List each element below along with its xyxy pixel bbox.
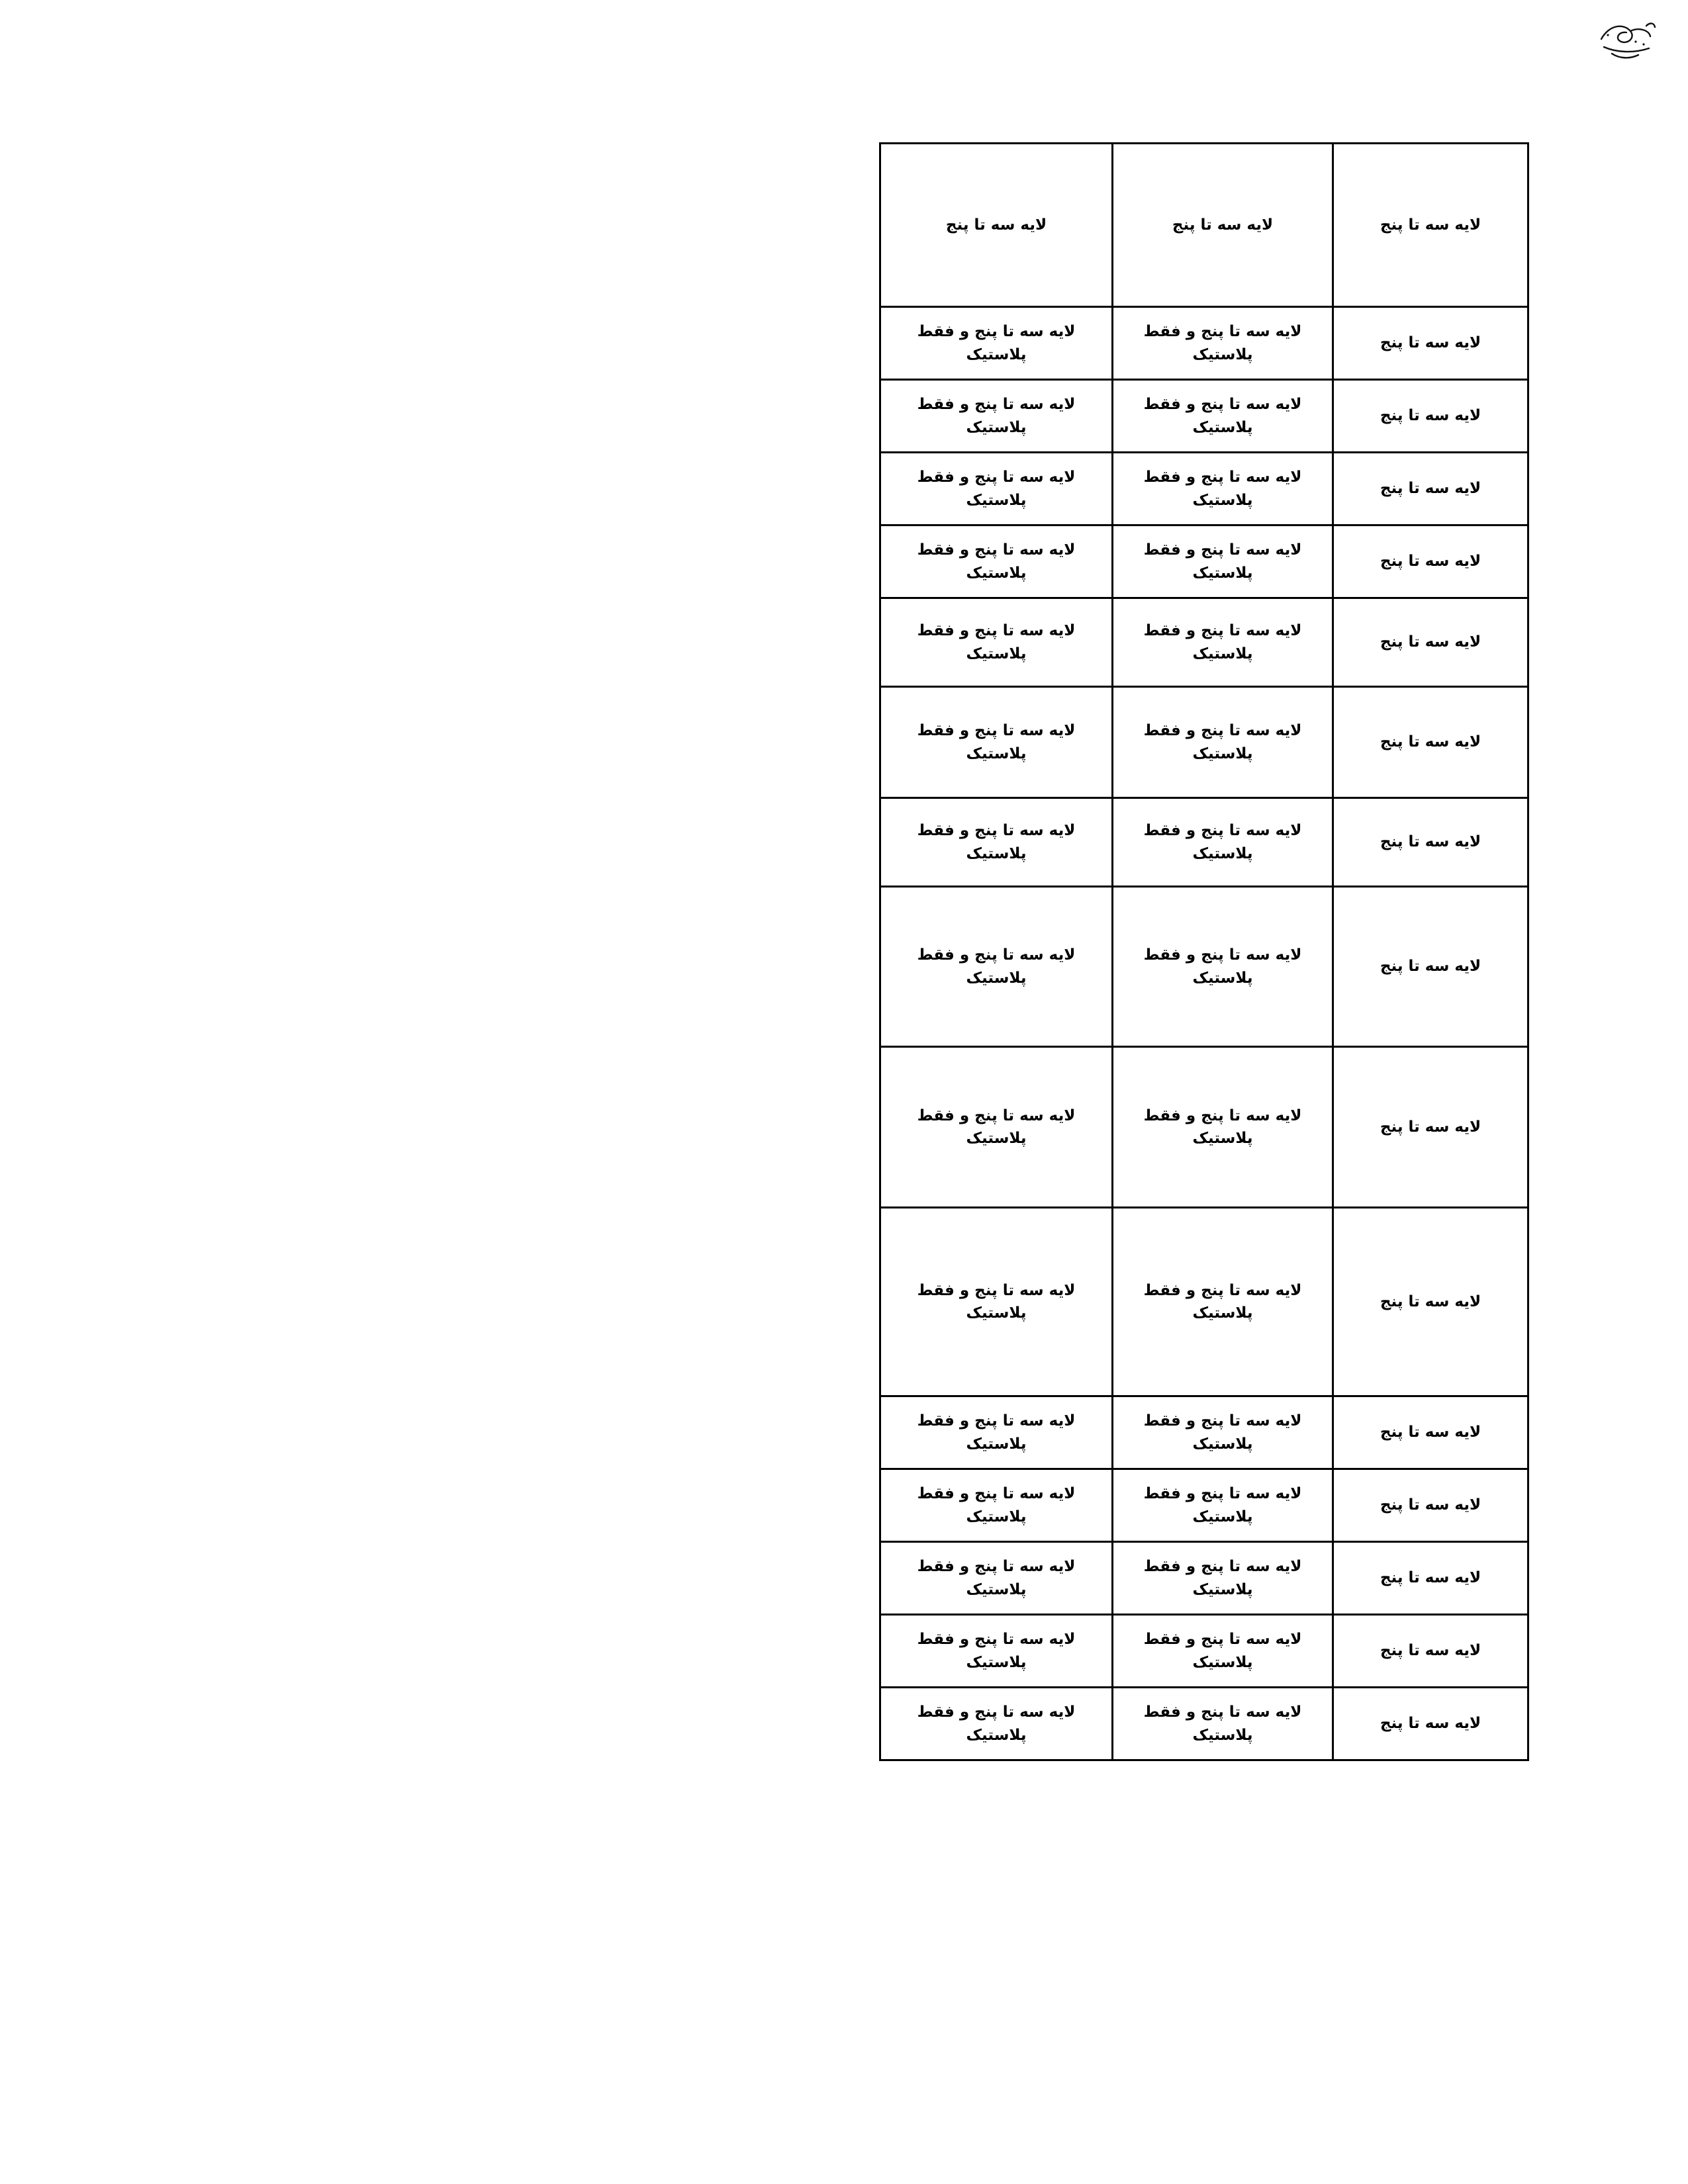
- table-cell-col2: لایه سه تا پنج و فقط پلاستیک: [1113, 1047, 1333, 1208]
- specification-table-wrapper: [917, 142, 1529, 1761]
- table-cell-col2: لایه سه تا پنج و فقط پلاستیک: [1113, 1469, 1333, 1542]
- table-row: [880, 1469, 1528, 1542]
- table-cell-col1: لایه سه تا پنج و فقط پلاستیک: [880, 1688, 1113, 1760]
- table-cell-col3: لایه سه تا پنج: [1333, 1047, 1528, 1208]
- table-row: [880, 887, 1528, 1047]
- table-cell-col2: لایه سه تا پنج و فقط پلاستیک: [1113, 1396, 1333, 1469]
- table-cell-col1: لایه سه تا پنج و فقط پلاستیک: [880, 1396, 1113, 1469]
- table-row: [880, 1047, 1528, 1208]
- table-cell-col1: لایه سه تا پنج: [880, 144, 1113, 307]
- table-cell-col1: لایه سه تا پنج و فقط پلاستیک: [880, 307, 1113, 380]
- table-cell-col1: لایه سه تا پنج و فقط پلاستیک: [880, 887, 1113, 1047]
- table-cell-col3: لایه سه تا پنج: [1333, 525, 1528, 598]
- table-cell-col1: لایه سه تا پنج و فقط پلاستیک: [880, 1615, 1113, 1688]
- table-cell-col3: لایه سه تا پنج: [1333, 453, 1528, 525]
- table-cell-col3: لایه سه تا پنج: [1333, 1615, 1528, 1688]
- table-cell-col2: لایه سه تا پنج و فقط پلاستیک: [1113, 1542, 1333, 1615]
- table-row: [880, 144, 1528, 307]
- table-cell-col1: لایه سه تا پنج و فقط پلاستیک: [880, 1047, 1113, 1208]
- table-cell-col2: لایه سه تا پنج و فقط پلاستیک: [1113, 887, 1333, 1047]
- table-body: [880, 144, 1528, 1760]
- table-cell-col3: لایه سه تا پنج: [1333, 887, 1528, 1047]
- table-cell-col2: لایه سه تا پنج و فقط پلاستیک: [1113, 380, 1333, 453]
- table-row: [880, 598, 1528, 687]
- table-row: [880, 1208, 1528, 1396]
- table-row: [880, 1542, 1528, 1615]
- table-cell-col1: لایه سه تا پنج و فقط پلاستیک: [880, 525, 1113, 598]
- table-cell-col3: لایه سه تا پنج: [1333, 1542, 1528, 1615]
- table-cell-col2: لایه سه تا پنج و فقط پلاستیک: [1113, 798, 1333, 887]
- table-cell-col3: لایه سه تا پنج: [1333, 1396, 1528, 1469]
- table-cell-col3: لایه سه تا پنج: [1333, 144, 1528, 307]
- table-cell-col2: لایه سه تا پنج و فقط پلاستیک: [1113, 598, 1333, 687]
- table-cell-col3: لایه سه تا پنج: [1333, 380, 1528, 453]
- table-row: [880, 1688, 1528, 1760]
- table-row: [880, 525, 1528, 598]
- table-cell-col2: لایه سه تا پنج و فقط پلاستیک: [1113, 453, 1333, 525]
- table-cell-col1: لایه سه تا پنج و فقط پلاستیک: [880, 687, 1113, 798]
- table-cell-col1: لایه سه تا پنج و فقط پلاستیک: [880, 1469, 1113, 1542]
- table-cell-col1: لایه سه تا پنج و فقط پلاستیک: [880, 453, 1113, 525]
- handwritten-signature-logo: [1586, 9, 1665, 69]
- table-cell-col1: لایه سه تا پنج و فقط پلاستیک: [880, 380, 1113, 453]
- table-cell-col1: لایه سه تا پنج و فقط پلاستیک: [880, 1542, 1113, 1615]
- table-cell-col2: لایه سه تا پنج و فقط پلاستیک: [1113, 1615, 1333, 1688]
- table-row: [880, 687, 1528, 798]
- table-cell-col3: لایه سه تا پنج: [1333, 598, 1528, 687]
- table-cell-col1: لایه سه تا پنج و فقط پلاستیک: [880, 1208, 1113, 1396]
- table-cell-col1: لایه سه تا پنج و فقط پلاستیک: [880, 798, 1113, 887]
- table-cell-col3: لایه سه تا پنج: [1333, 687, 1528, 798]
- table-cell-col2: لایه سه تا پنج و فقط پلاستیک: [1113, 687, 1333, 798]
- specification-table: [879, 142, 1529, 1761]
- table-row: [880, 453, 1528, 525]
- table-row: [880, 798, 1528, 887]
- table-row: [880, 307, 1528, 380]
- table-cell-col2: لایه سه تا پنج و فقط پلاستیک: [1113, 1208, 1333, 1396]
- table-cell-col3: لایه سه تا پنج: [1333, 1688, 1528, 1760]
- table-cell-col2: لایه سه تا پنج و فقط پلاستیک: [1113, 307, 1333, 380]
- table-cell-col3: لایه سه تا پنج: [1333, 1208, 1528, 1396]
- table-row: [880, 1396, 1528, 1469]
- table-cell-col2: لایه سه تا پنج: [1113, 144, 1333, 307]
- table-row: [880, 380, 1528, 453]
- table-cell-col3: لایه سه تا پنج: [1333, 307, 1528, 380]
- table-cell-col3: لایه سه تا پنج: [1333, 1469, 1528, 1542]
- table-cell-col1: لایه سه تا پنج و فقط پلاستیک: [880, 598, 1113, 687]
- table-cell-col2: لایه سه تا پنج و فقط پلاستیک: [1113, 1688, 1333, 1760]
- table-row: [880, 1615, 1528, 1688]
- table-cell-col2: لایه سه تا پنج و فقط پلاستیک: [1113, 525, 1333, 598]
- table-cell-col3: لایه سه تا پنج: [1333, 798, 1528, 887]
